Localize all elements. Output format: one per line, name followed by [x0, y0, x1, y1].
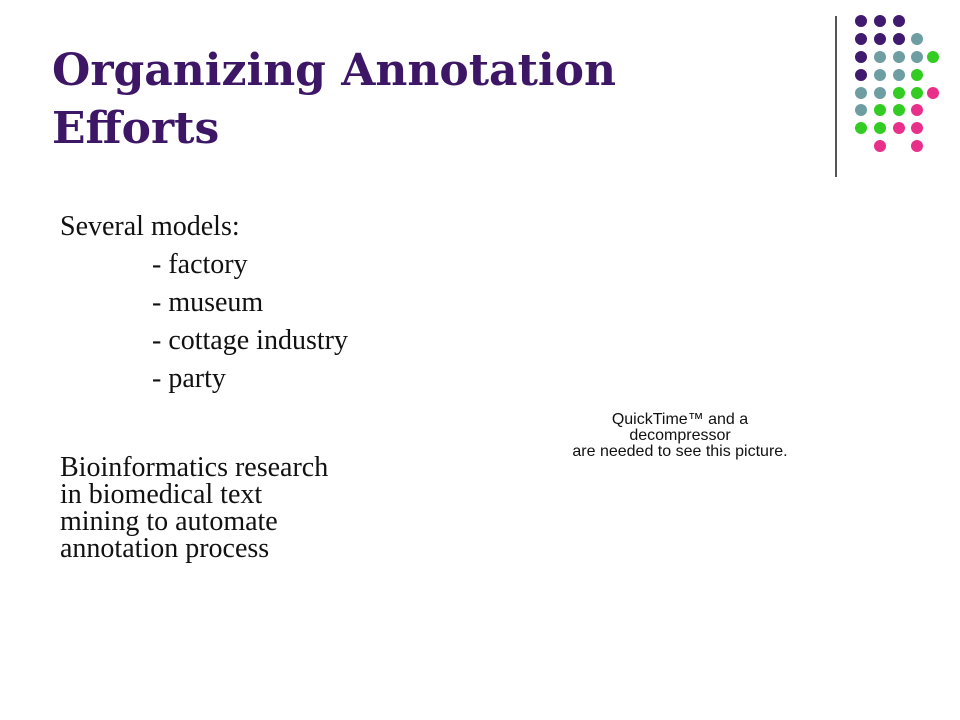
- dot: [911, 104, 923, 116]
- dot: [893, 33, 905, 45]
- dot: [855, 15, 867, 27]
- model-item: - cottage industry: [152, 325, 348, 356]
- slide-body: [60, 208, 480, 398]
- models-intro: Several models:: [60, 211, 240, 242]
- dot: [911, 69, 923, 81]
- dot: [893, 69, 905, 81]
- research-line: in biomedical text: [60, 479, 263, 510]
- dot: [893, 87, 905, 99]
- research-line: mining to automate: [60, 506, 278, 537]
- dot: [874, 15, 886, 27]
- model-item: - factory: [152, 249, 248, 280]
- dot: [911, 33, 923, 45]
- dot: [893, 122, 905, 134]
- dot: [927, 87, 939, 99]
- dot: [855, 122, 867, 134]
- models-list: [60, 246, 480, 398]
- dot: [855, 87, 867, 99]
- research-paragraph: [60, 454, 440, 562]
- slide-title-line-2: Efforts: [52, 103, 220, 154]
- slide-title-line-1: Organizing Annotation: [52, 45, 616, 96]
- dot: [874, 104, 886, 116]
- dot: [874, 140, 886, 152]
- dot: [911, 87, 923, 99]
- placeholder-line: QuickTime™ and a: [611, 411, 749, 428]
- dot: [874, 33, 886, 45]
- dot: [927, 51, 939, 63]
- dot: [855, 104, 867, 116]
- decorative-dot-grid: [0, 0, 960, 200]
- placeholder-line: decompressor: [629, 427, 731, 444]
- research-line: Bioinformatics research: [60, 452, 329, 483]
- dot: [874, 122, 886, 134]
- placeholder-line: are needed to see this picture.: [572, 443, 788, 460]
- dot: [874, 69, 886, 81]
- model-item: - party: [152, 363, 226, 394]
- dot: [855, 33, 867, 45]
- dot: [911, 51, 923, 63]
- dot: [855, 69, 867, 81]
- dot: [893, 104, 905, 116]
- research-line: annotation process: [60, 533, 270, 564]
- dot: [874, 51, 886, 63]
- dot: [855, 51, 867, 63]
- dot: [893, 51, 905, 63]
- model-item: - museum: [152, 287, 264, 318]
- dot: [874, 87, 886, 99]
- image-placeholder: [530, 412, 830, 460]
- dot: [893, 15, 905, 27]
- dot: [911, 122, 923, 134]
- dot: [911, 140, 923, 152]
